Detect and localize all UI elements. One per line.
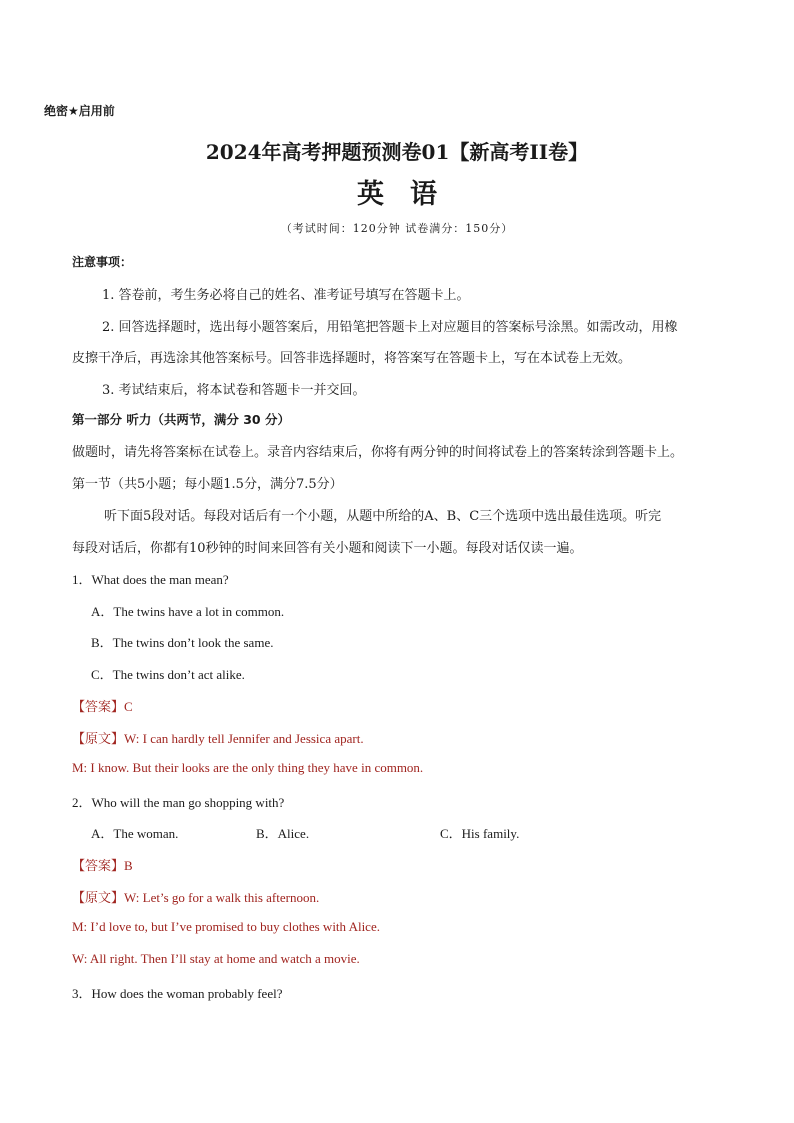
question-2-script-line-1	[72, 887, 319, 906]
script-line: W: I can hardly tell Jennifer and Jessica apart.	[124, 731, 364, 746]
directions-line-1: 听下面5段对话。每段对话后有一个小题，从题中所给的A、B、C三个选项中选出最佳选项。听完	[104, 509, 662, 524]
confidential-label: 绝密★启用前	[44, 104, 115, 118]
question-2-stem: 2．Who will the man go shopping with?	[72, 795, 285, 810]
question-3-stem: 3．How does the woman probably feel?	[72, 986, 283, 1001]
part1-heading: 第一部分 听力（共两节，满分 30 分）	[72, 412, 290, 427]
exam-title: 2024年高考押题预测卷01【新高考II卷】	[205, 140, 589, 164]
notice-item-1: 1. 答卷前，考生务必将自己的姓名、准考证号填写在答题卡上。	[102, 288, 470, 303]
question-2-answer	[72, 855, 133, 874]
subject-title: 英语	[357, 179, 463, 210]
question-2-option-b: B．Alice.	[256, 826, 310, 841]
notice-item-3: 3. 考试结束后，将本试卷和答题卡一并交回。	[102, 383, 366, 398]
script-line: W: Let’s go for a walk this afternoon.	[124, 890, 320, 905]
directions-line-2: 每段对话后，你都有10秒钟的时间来回答有关小题和阅读下一小题。每段对话仅读一遍。	[72, 541, 583, 556]
notice-title: 注意事项：	[72, 255, 133, 269]
question-1-script-line-1	[72, 728, 364, 747]
question-1-option-c: C．The twins don’t act alike.	[91, 667, 245, 682]
exam-time-note: （考试时间：120分钟 试卷满分：150分）	[280, 222, 514, 235]
script-tag: 【原文】	[72, 731, 125, 746]
notice-item-2-line-2: 皮擦干净后，再选涂其他答案标号。回答非选择题时，将答案写在答题卡上，写在本试卷上无效。	[72, 351, 632, 366]
question-1-option-b: B．The twins don’t look the same.	[91, 635, 274, 650]
question-2-option-c: C．His family.	[440, 826, 520, 841]
section1-heading: 第一节（共5小题；每小题1.5分，满分7.5分）	[72, 477, 343, 492]
question-1-answer	[72, 696, 133, 715]
notice-item-2-line-1: 2. 回答选择题时，选出每小题答案后，用铅笔把答题卡上对应题目的答案标号涂黑。如需改动，用橡	[102, 320, 678, 335]
question-2-script-line-2: M: I’d love to, but I’ve promised to buy clothes with Alice.	[72, 919, 380, 934]
answer-value: C	[124, 699, 133, 714]
answer-tag: 【答案】	[72, 858, 125, 873]
question-2-option-a: A．The woman.	[91, 826, 179, 841]
answer-tag: 【答案】	[72, 699, 125, 714]
script-tag: 【原文】	[72, 890, 125, 905]
question-1-script-line-2: M: I know. But their looks are the only thing they have in common.	[72, 760, 424, 775]
question-1-option-a: A．The twins have a lot in common.	[91, 604, 285, 619]
question-2-script-line-3: W: All right. Then I’ll stay at home and watch a movie.	[72, 951, 360, 966]
answer-value: B	[124, 858, 133, 873]
part1-instruction: 做题时，请先将答案标在试卷上。录音内容结束后，你将有两分钟的时间将试卷上的答案转涂到答题卡上。	[72, 445, 684, 460]
question-1-stem: 1．What does the man mean?	[72, 572, 229, 587]
